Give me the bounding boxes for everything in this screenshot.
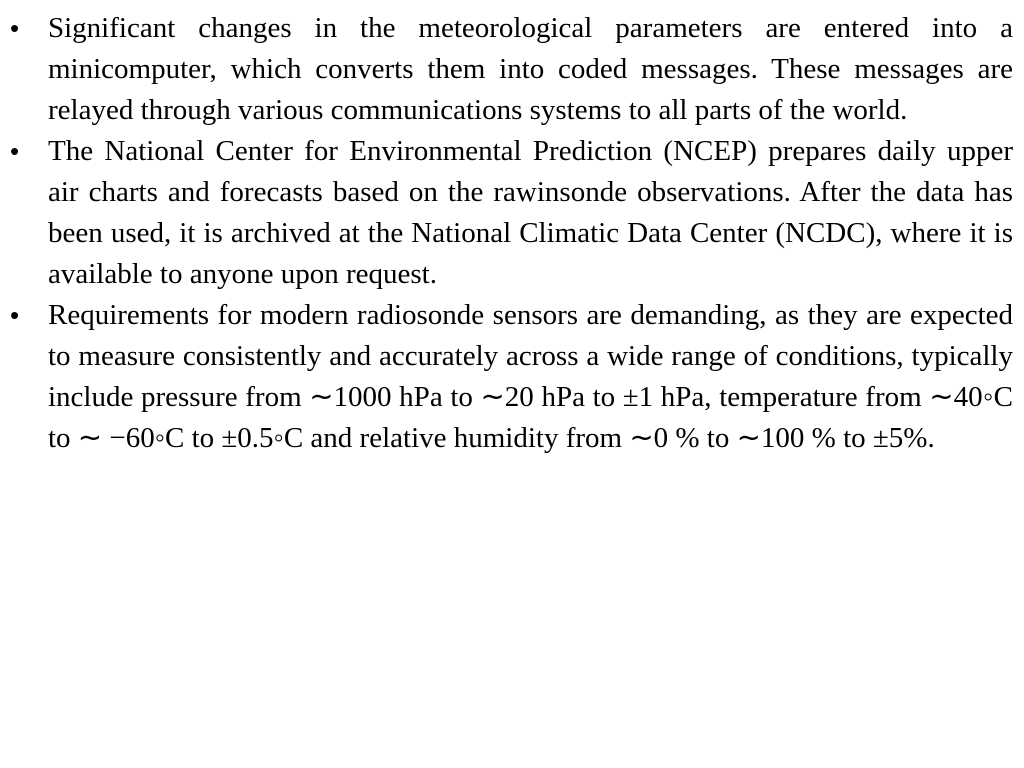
bullet-marker: • [10,13,20,43]
bullet-list [10,8,1013,459]
bullet-text: The National Center for Environmental Prediction (NCEP) prepares daily upper air charts and forecasts based on the rawinsonde observations. After the data has been used, it is archived at the National Climatic Data Center (NCDC), where it is available to anyone upon request. [48,135,1013,290]
bullet-marker: • [10,300,20,330]
bullet-item-sensor-requirements [10,295,1013,459]
bullet-item-ncep [10,131,1013,295]
bullet-text: Significant changes in the meteorological parameters are entered into a minicomputer, which converts them into coded messages. These messages are relayed through various communications systems to all parts of the world. [48,12,1013,126]
bullet-marker: • [10,136,20,166]
bullet-text: Requirements for modern radiosonde sensors are demanding, as they are expected to measure consistently and accurately across a wide range of conditions, typically include pressure from ∼1000 hPa to ∼20 hPa to ±1 hPa, temperature from ∼40◦C to ∼ −60◦C to ±0.5◦C and relative humidity from ∼0 % to ∼100 % to ±5%. [48,299,1013,454]
bullet-item-data-transmission [10,8,1013,131]
